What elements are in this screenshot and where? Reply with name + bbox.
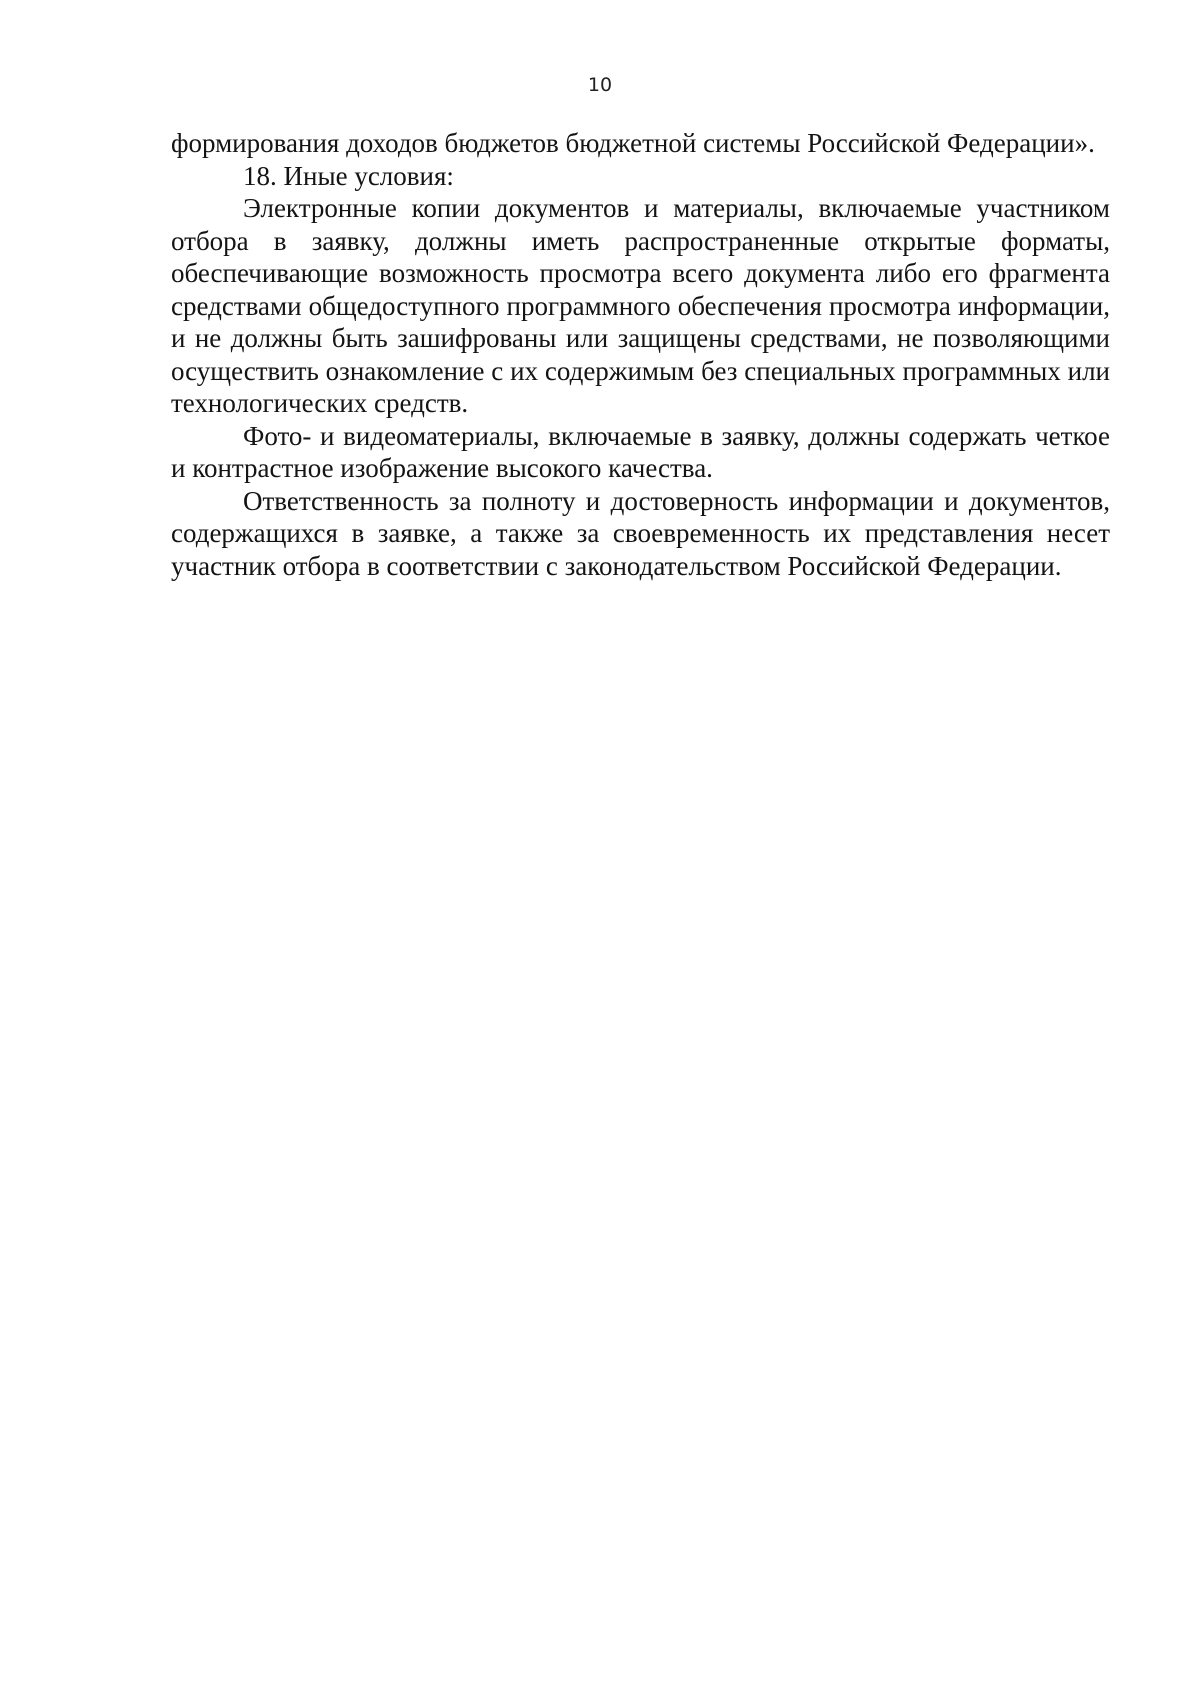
paragraph-continuation: формирования доходов бюджетов бюджетной системы Российской Федерации». <box>171 128 1095 158</box>
paragraph-responsibility: Ответственность за полноту и достоверность информации и документов, содержащихся в заявке, а также за своевременность их представления несет участник отбора в соответствии с законодательством Российской Федерации. <box>171 485 1110 581</box>
page-number: 10 <box>587 74 613 96</box>
paragraph-electronic-copies: Электронные копии документов и материалы, включаемые участником отбора в заявку, должны иметь распространенные открытые форматы, обеспечивающие возможность просмотра всего документа либо его фрагмента средствами общедоступного программного обеспечения просмотра информации, и не должны быть зашифрованы или защищены средствами, не позволяющими осуществить ознакомление с их содержимым без специальных программных или технологических средств. <box>171 193 1110 418</box>
paragraph-photo-video: Фото- и видеоматериалы, включаемые в заявку, должны содержать четкое и контрастное изображение высокого качества. <box>171 420 1110 483</box>
section-heading-other-conditions: 18. Иные условия: <box>243 160 454 191</box>
document-body <box>171 127 1110 582</box>
